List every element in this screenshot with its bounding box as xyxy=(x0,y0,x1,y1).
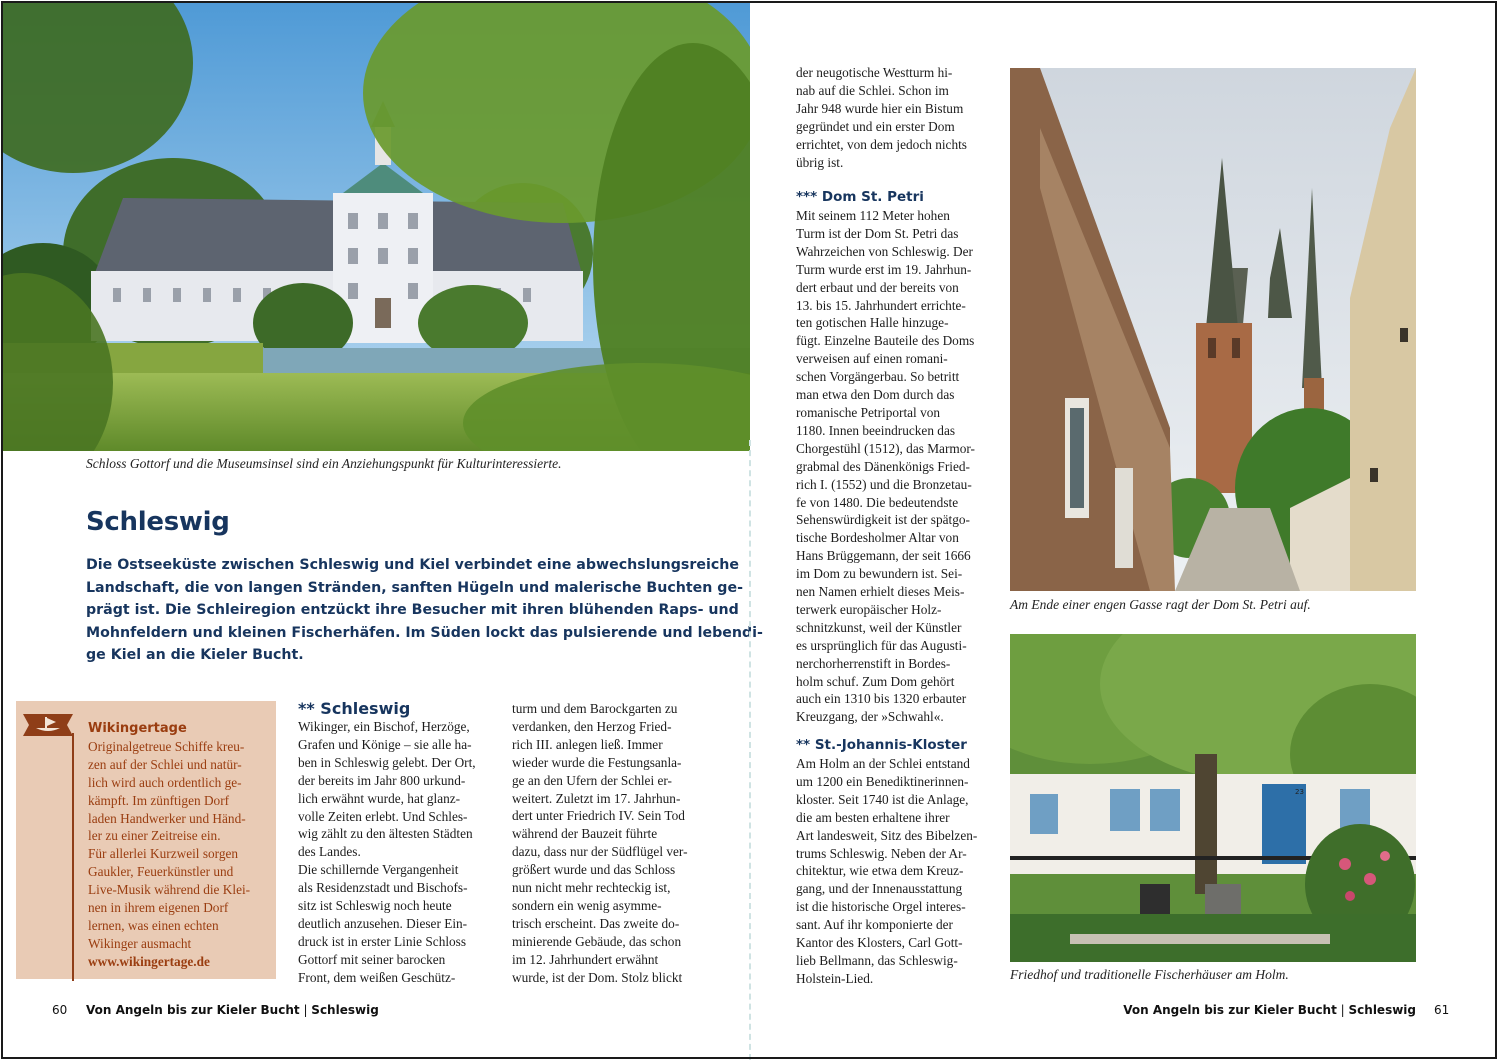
page-title: Schleswig xyxy=(86,507,230,537)
dom-photo-caption: Am Ende einer engen Gasse ragt der Dom St. Petri auf. xyxy=(1010,597,1311,612)
info-line: zen auf der Schlei und natür- xyxy=(88,756,242,772)
page-number-left: 60 xyxy=(52,1003,68,1017)
text-column-dom xyxy=(796,207,990,726)
text-line: gang, und der Innenausstattung xyxy=(796,881,963,897)
info-box-heading: Wikingertage xyxy=(88,721,187,736)
text-line: ben in Schleswig gelebt. Der Ort, xyxy=(298,754,476,770)
text-line: lich erwähnt wurde, hat glanz- xyxy=(298,790,461,806)
text-line: verweisen auf einen romani- xyxy=(796,351,948,367)
text-line: sant. Auf ihr komponierte der xyxy=(796,917,953,933)
info-line: Gaukler, Feuerkünstler und xyxy=(88,864,234,880)
holm-photo-caption: Friedhof und traditionelle Fischerhäuser am Holm. xyxy=(1010,967,1289,982)
text-line: Wikinger, ein Bischof, Herzöge, xyxy=(298,719,470,734)
text-line: verdanken, den Herzog Fried- xyxy=(512,718,672,734)
text-line: minierende Gebäude, das schon xyxy=(512,933,682,949)
text-line: Kantor des Klosters, Carl Gott- xyxy=(796,935,963,951)
info-box-rule xyxy=(72,733,74,981)
running-head-right: Von Angeln bis zur Kieler Bucht | Schleswig xyxy=(1123,1003,1416,1017)
text-line: volle Zeiten erlebt. Und Schles- xyxy=(298,808,468,824)
text-line: dazu, dass nur der Südflügel ver- xyxy=(512,844,688,860)
intro-paragraph xyxy=(86,554,763,667)
text-line: trisch erscheint. Das zweite do- xyxy=(512,915,680,931)
text-line: terwerk europäischer Holz- xyxy=(796,601,942,617)
info-line: lernen, was einen echten xyxy=(88,917,219,933)
text-line: übrig ist. xyxy=(796,154,844,170)
text-line: Wahrzeichen von Schleswig. Der xyxy=(796,243,973,259)
text-line: Grafen und Könige – sie alle ha- xyxy=(298,736,472,752)
text-line: als Residenzstadt und Bischofs- xyxy=(298,880,468,896)
info-line: Originalgetreue Schiffe kreu- xyxy=(88,738,245,754)
text-line: tische Bordesholmer Altar von xyxy=(796,530,959,546)
section-heading-schleswig: ** Schleswig xyxy=(298,699,411,718)
text-line: wurde, ist der Dom. Stolz blickt xyxy=(512,969,683,985)
page-gutter-divider xyxy=(749,440,751,1060)
text-line: 13. bis 15. Jahrhundert errichte- xyxy=(796,297,966,313)
running-head-left: Von Angeln bis zur Kieler Bucht | Schleswig xyxy=(86,1003,379,1017)
text-line: nab auf die Schlei. Schon im xyxy=(796,82,949,98)
text-line: Hans Brüggemann, der seit 1666 xyxy=(796,548,971,564)
schloss-photo-caption: Schloss Gottorf und die Museumsinsel sind ein Anziehungspunkt für Kulturinteressierte. xyxy=(86,456,562,471)
text-column-c xyxy=(796,64,990,171)
text-line: chitektur, wie etwa dem Kreuz- xyxy=(796,863,964,879)
text-line: fügt. Einzelne Bauteile des Doms xyxy=(796,333,975,349)
info-line: Live-Musik während die Klei- xyxy=(88,882,251,898)
text-line: nen Namen erhielt dieses Meis- xyxy=(796,584,965,600)
text-line: Kreuzgang, der »Schwahl«. xyxy=(796,709,944,725)
info-line: kämpft. Im zünftigen Dorf xyxy=(88,792,230,808)
text-line: die am besten erhaltene ihrer xyxy=(796,809,950,825)
text-line: wig zählt zu den ältesten Städten xyxy=(298,826,473,842)
dom-st-petri-photo xyxy=(1010,68,1416,591)
text-line: deutlich anzusehen. Dieser Ein- xyxy=(298,915,468,931)
info-line: ler zu einer Zeitreise ein. xyxy=(88,828,221,844)
text-line: um 1200 ein Benediktinerinnen- xyxy=(796,773,969,789)
intro-line: Mohnfeldern und kleinen Fischerhäfen. Im Süden lockt das pulsierende und lebendi- xyxy=(86,624,763,641)
text-line: des Landes. xyxy=(298,844,361,860)
text-line: dert erbaut und der bereits von xyxy=(796,279,959,295)
section-heading-dom-st-petri: *** Dom St. Petri xyxy=(796,189,924,205)
text-line: Sehenswürdigkeit ist der spätgo- xyxy=(796,512,970,528)
text-line: holm schuf. Zum Dom gehört xyxy=(796,673,955,689)
text-line: der neugotische Westturm hi- xyxy=(796,65,953,80)
text-line: errichtet, von dem jedoch nichts xyxy=(796,136,967,152)
text-line: größert wurde und das Schloss xyxy=(512,862,676,878)
text-line: rich III. anlegen ließ. Immer xyxy=(512,736,663,752)
text-line: Jahr 948 wurde hier ein Bistum xyxy=(796,100,964,116)
wikingertage-info-box xyxy=(16,701,276,979)
text-line: dert unter Friedrich IV. Sein Tod xyxy=(512,808,685,824)
text-line: romanische Petriportal von xyxy=(796,404,941,420)
info-line: laden Handwerker und Händ- xyxy=(88,810,246,826)
text-line: im Dom zu bewundern ist. Sei- xyxy=(796,566,963,582)
info-line: lich wird auch ordentlich ge- xyxy=(88,774,242,790)
info-line: Für allerlei Kurzweil sorgen xyxy=(88,846,239,862)
text-line: lieb Bellmann, das Schleswig- xyxy=(796,952,958,968)
text-line: Turm ist der Dom St. Petri das xyxy=(796,225,959,241)
text-line: wieder wurde die Festungsanla- xyxy=(512,754,682,770)
text-line: ge an den Ufern der Schlei er- xyxy=(512,772,672,788)
section-heading-st-johannis-kloster: ** St.-Johannis-Kloster xyxy=(796,737,967,753)
text-line: kloster. Seit 1740 ist die Anlage, xyxy=(796,791,969,807)
text-line: nun nicht mehr rechteckig ist, xyxy=(512,880,671,896)
viking-ship-badge-icon xyxy=(23,714,73,736)
text-line: schnitzkunst, weil der Künstler xyxy=(796,619,962,635)
text-line: Chorgestühl (1512), das Marmor- xyxy=(796,440,975,456)
text-line: druck ist in erster Linie Schloss xyxy=(298,933,467,949)
info-line: nen in ihrem eigenen Dorf xyxy=(88,900,229,916)
text-line: turm und dem Barockgarten zu xyxy=(512,701,678,716)
house-number: 23 xyxy=(1295,788,1304,796)
text-line: 1180. Innen beeindrucken das xyxy=(796,422,956,438)
holm-photo xyxy=(1010,634,1416,962)
intro-line: Landschaft, die von langen Stränden, sanften Hügeln und malerische Buchten ge- xyxy=(86,579,743,596)
text-line: während der Bauzeit führte xyxy=(512,826,658,842)
text-line: Holstein-Lied. xyxy=(796,970,874,986)
text-line: sitz ist Schleswig noch heute xyxy=(298,898,452,914)
info-line: Wikinger ausmacht xyxy=(88,935,192,951)
text-line: trums Schleswig. Neben der Ar- xyxy=(796,845,967,861)
text-line: Art landesweit, Sitz des Bibelzen- xyxy=(796,827,978,843)
text-line: ten gotischen Halle hinzuge- xyxy=(796,315,949,331)
intro-line: Die Ostseeküste zwischen Schleswig und Kiel verbindet eine abwechslungsreiche xyxy=(86,557,739,573)
schloss-gottorf-photo xyxy=(3,3,750,451)
text-line: schen Vorgängerbau. So betritt xyxy=(796,369,960,385)
info-box-text xyxy=(88,720,272,971)
text-line: Front, dem weißen Geschütz- xyxy=(298,969,456,985)
text-line: Gottorf mit seiner barocken xyxy=(298,951,446,967)
text-line: ist die historische Orgel interes- xyxy=(796,899,966,915)
text-line: gegründet und ein erster Dom xyxy=(796,118,955,134)
page-number-right: 61 xyxy=(1434,1003,1450,1017)
text-line: Turm wurde erst im 19. Jahrhun- xyxy=(796,261,972,277)
text-line: auch ein 1310 bis 1320 erbauter xyxy=(796,691,967,707)
wikingertage-website-link[interactable]: www.wikingertage.de xyxy=(88,953,210,969)
text-line: Die schillernde Vergangenheit xyxy=(298,862,459,878)
text-line: der bereits im Jahr 800 urkund- xyxy=(298,772,466,788)
text-line: sondern ein wenig asymme- xyxy=(512,897,662,913)
text-line: man etwa den Dom durch das xyxy=(796,387,955,403)
text-line: grabmal des Dänenkönigs Fried- xyxy=(796,458,970,474)
text-column-kloster xyxy=(796,755,990,988)
text-line: fe von 1480. Die bedeutendste xyxy=(796,494,959,510)
text-line: es ursprünglich für das Augusti- xyxy=(796,637,967,653)
text-line: im 12. Jahrhundert erwähnt xyxy=(512,951,659,967)
intro-line: ge Kiel an die Kieler Bucht. xyxy=(86,647,304,664)
text-line: rich I. (1552) und die Bronzetau- xyxy=(796,476,972,492)
text-line: weitert. Zuletzt im 17. Jahrhun- xyxy=(512,790,681,806)
text-line: Mit seinem 112 Meter hohen xyxy=(796,208,950,223)
text-line: Am Holm an der Schlei entstand xyxy=(796,756,970,771)
text-column-a xyxy=(298,718,492,987)
text-column-b xyxy=(512,700,706,987)
intro-line: prägt ist. Die Schleiregion entzückt ihre Besucher mit ihren blühenden Raps- und xyxy=(86,602,739,619)
text-line: nerchorherrenstift in Bordes- xyxy=(796,655,951,671)
